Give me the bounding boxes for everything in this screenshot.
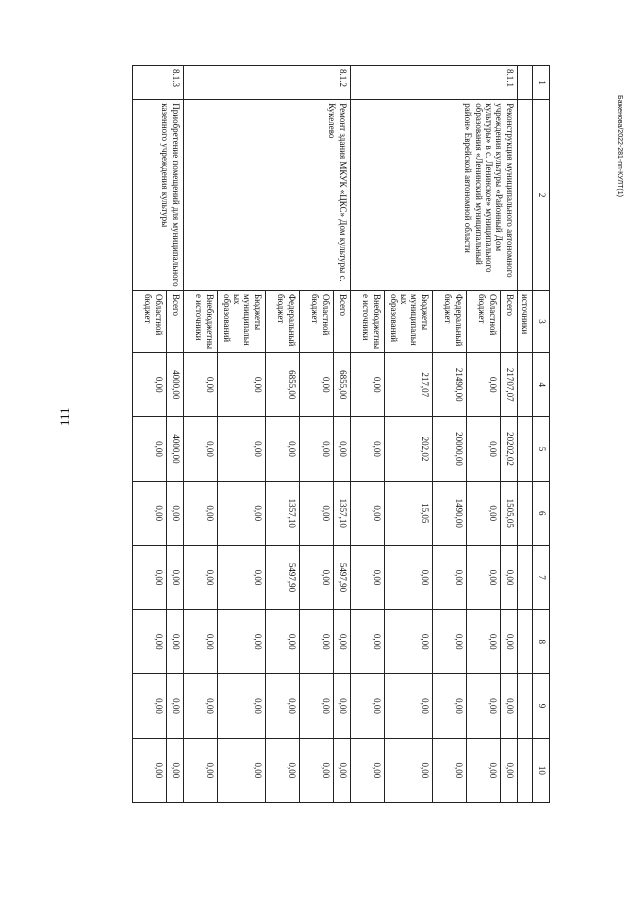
amount-cell: 21490,00 <box>432 353 466 417</box>
amount-cell: 0,00 <box>500 610 517 674</box>
amount-cell: 0,00 <box>183 353 217 417</box>
amount-cell: 4000,00 <box>166 417 183 481</box>
amount-cell: 1505,05 <box>500 481 517 545</box>
column-number: 10 <box>533 738 550 802</box>
amount-cell: 0,00 <box>265 610 299 674</box>
amount-cell: 0,00 <box>132 417 166 481</box>
amount-cell: 0,00 <box>217 545 265 609</box>
table-row <box>333 66 350 803</box>
amount-cell: 0,00 <box>217 417 265 481</box>
amount-cell: 0,00 <box>166 610 183 674</box>
amount-cell: 5497,90 <box>333 545 350 609</box>
amount-cell: 1357,10 <box>333 481 350 545</box>
amount-cell: 0,00 <box>384 674 432 738</box>
funding-source: Всего <box>500 290 517 352</box>
amount-cell: 0,00 <box>500 738 517 802</box>
page-number: 111 <box>57 407 72 426</box>
amount-cell: 5497,90 <box>265 545 299 609</box>
funding-source: Всего <box>333 290 350 352</box>
funding-source: Федеральный бюджет <box>432 290 466 352</box>
amount-cell: 0,00 <box>384 610 432 674</box>
funding-source: Областной бюджет <box>299 290 333 352</box>
amount-cell: 0,00 <box>384 545 432 609</box>
amount-cell: 0,00 <box>466 545 500 609</box>
section-name: Приобретение помещений для муниципального казенного учреждения культуры <box>132 100 183 291</box>
amount-cell: 15,05 <box>384 481 432 545</box>
section-code: 8.1.3 <box>132 66 183 100</box>
column-number: 5 <box>533 417 550 481</box>
amount-cell: 0,00 <box>384 738 432 802</box>
amount-cell: 0,00 <box>350 738 384 802</box>
amount-cell: 0,00 <box>166 545 183 609</box>
funding-source: Внебюджетные источники <box>183 290 217 352</box>
funding-source: Федеральный бюджет <box>265 290 299 352</box>
amount-cell: 0,00 <box>166 481 183 545</box>
rotated-table-container <box>110 65 550 803</box>
section-code: 8.1.2 <box>183 66 350 100</box>
amount-cell: 0,00 <box>299 481 333 545</box>
funding-source: Бюджеты муниципальных образований <box>384 290 432 352</box>
amount-cell: 0,00 <box>466 417 500 481</box>
amount-cell: 0,00 <box>333 417 350 481</box>
amount-cell: 0,00 <box>183 481 217 545</box>
amount-cell: 0,00 <box>217 674 265 738</box>
amount-cell: 0,00 <box>432 674 466 738</box>
amount-cell: 0,00 <box>183 674 217 738</box>
amount-cell: 0,00 <box>265 674 299 738</box>
column-number: 7 <box>533 545 550 609</box>
amount-cell: 0,00 <box>217 610 265 674</box>
amount-cell: 21707,07 <box>500 353 517 417</box>
amount-cell: 0,00 <box>299 545 333 609</box>
amount-cell: 0,00 <box>350 674 384 738</box>
funding-source: Областной бюджет <box>466 290 500 352</box>
section-code: 8.1.1 <box>350 66 517 100</box>
section-name: Реконструкция муниципального автономного учреждения культуры «Районный Дом культуры» в с. Ленинское» муниципального образования «Ленинский муниципальный район» Еврейской автономной области <box>350 100 517 291</box>
column-number: 1 <box>533 66 550 100</box>
amount-cell: 0,00 <box>350 481 384 545</box>
table-body <box>132 66 549 803</box>
amount-cell: 20000,00 <box>432 417 466 481</box>
amount-cell: 0,00 <box>466 674 500 738</box>
amount-cell: 0,00 <box>265 417 299 481</box>
amount-cell: 0,00 <box>466 353 500 417</box>
section-name: Ремонт здания МКУК «ЦКС» Дом культуры с. Кукелево <box>183 100 350 291</box>
column-number: 6 <box>533 481 550 545</box>
amount-cell: 0,00 <box>132 674 166 738</box>
amount-cell: 202,02 <box>384 417 432 481</box>
column-number: 8 <box>533 610 550 674</box>
amount-cell: 0,00 <box>299 610 333 674</box>
financing-table <box>132 65 550 803</box>
amount-cell: 0,00 <box>299 738 333 802</box>
funding-source: Бюджеты муниципальных образований <box>217 290 265 352</box>
amount-cell: 0,00 <box>132 545 166 609</box>
funding-source: Всего <box>166 290 183 352</box>
amount-cell: 0,00 <box>132 481 166 545</box>
funding-source: Областной бюджет <box>132 290 166 352</box>
amount-cell: 6855,00 <box>265 353 299 417</box>
amount-cell: 6855,00 <box>333 353 350 417</box>
amount-cell: 0,00 <box>299 417 333 481</box>
amount-cell: 0,00 <box>432 738 466 802</box>
amount-cell: 0,00 <box>350 417 384 481</box>
column-number: 3 <box>533 290 550 352</box>
amount-cell: 0,00 <box>299 353 333 417</box>
amount-cell: 0,00 <box>166 738 183 802</box>
amount-cell: 0,00 <box>183 610 217 674</box>
amount-cell: 1490,00 <box>432 481 466 545</box>
column-number: 4 <box>533 353 550 417</box>
amount-cell: 0,00 <box>333 610 350 674</box>
amount-cell: 0,00 <box>500 674 517 738</box>
table-row <box>500 66 517 803</box>
amount-cell: 0,00 <box>333 738 350 802</box>
amount-cell: 0,00 <box>466 738 500 802</box>
source-cell: источники <box>517 290 532 352</box>
amount-cell: 1357,10 <box>265 481 299 545</box>
continuation-row <box>517 66 532 803</box>
amount-cell: 0,00 <box>183 417 217 481</box>
amount-cell: 0,00 <box>432 545 466 609</box>
amount-cell: 0,00 <box>299 674 333 738</box>
document-reference: Баженова/2022-281-пп-КУЛТ(1) <box>616 95 623 197</box>
amount-cell: 217,07 <box>384 353 432 417</box>
amount-cell: 0,00 <box>500 545 517 609</box>
funding-source: Внебюджетные источники <box>350 290 384 352</box>
column-number-row <box>533 66 550 803</box>
amount-cell: 0,00 <box>350 353 384 417</box>
column-number: 2 <box>533 100 550 291</box>
amount-cell: 0,00 <box>432 610 466 674</box>
amount-cell: 0,00 <box>350 545 384 609</box>
amount-cell: 0,00 <box>466 610 500 674</box>
amount-cell: 0,00 <box>217 738 265 802</box>
amount-cell: 0,00 <box>466 481 500 545</box>
column-number: 9 <box>533 674 550 738</box>
amount-cell: 0,00 <box>217 481 265 545</box>
amount-cell: 4000,00 <box>166 353 183 417</box>
table-row <box>166 66 183 803</box>
amount-cell: 0,00 <box>333 674 350 738</box>
amount-cell: 0,00 <box>132 353 166 417</box>
amount-cell: 0,00 <box>132 738 166 802</box>
amount-cell: 0,00 <box>132 610 166 674</box>
amount-cell: 0,00 <box>217 353 265 417</box>
amount-cell: 20202,02 <box>500 417 517 481</box>
amount-cell: 0,00 <box>183 545 217 609</box>
amount-cell: 0,00 <box>166 674 183 738</box>
amount-cell: 0,00 <box>350 610 384 674</box>
amount-cell: 0,00 <box>265 738 299 802</box>
amount-cell: 0,00 <box>183 738 217 802</box>
